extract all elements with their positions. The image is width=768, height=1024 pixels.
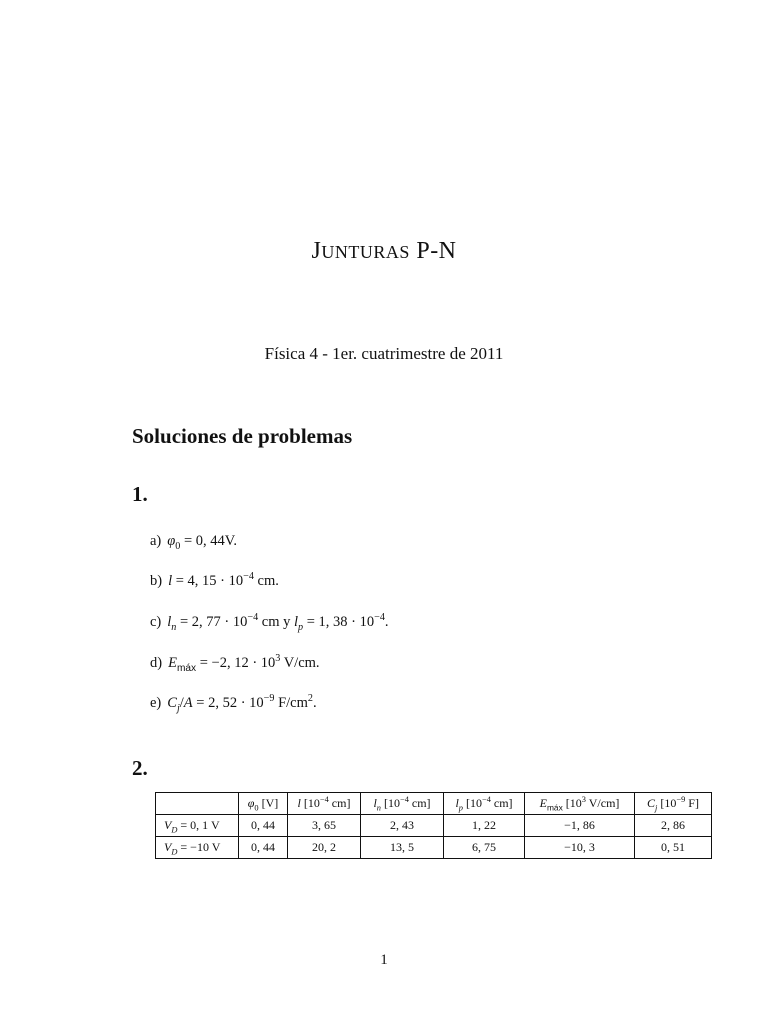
answer-label: b): [150, 573, 163, 589]
table-header-cell: $\varphi_0$ [V]: [239, 793, 288, 815]
problem-2-heading: 2.: [132, 756, 148, 780]
results-table: [155, 792, 712, 859]
section-heading-solutions: Soluciones de problemas: [132, 424, 353, 448]
table-cell: 6, 75: [444, 837, 525, 859]
page-number: 1: [380, 952, 388, 968]
document-subtitle: Física 4 - 1er. cuatrimestre de 2011: [264, 344, 504, 363]
answer-label: c): [150, 614, 162, 630]
table-row-label: $V_D = 0$, 1 V: [156, 815, 239, 837]
table-cell: 2, 86: [635, 815, 712, 837]
table-cell: 13, 5: [361, 837, 444, 859]
table-cell: 0, 44: [239, 837, 288, 859]
table-cell: −1, 86: [525, 815, 635, 837]
table-header-cell: [156, 793, 239, 815]
table-cell: 20, 2: [288, 837, 361, 859]
document-title: JUNTURAS P-N: [311, 238, 457, 264]
table-cell: 3, 65: [288, 815, 361, 837]
answer-1c: c) $l_n = 2$, $77 \cdot 10^{-4}$ cm y $l_p = 1$, $38 \cdot 10^{-4}$.: [150, 612, 389, 633]
table-header-cell: l [$10^{-4}$ cm]: [288, 793, 361, 815]
table-cell: 2, 43: [361, 815, 444, 837]
answer-1e: e) $C_j/A = 2$, $52 \cdot 10^{-9}$ $F/cm^2$.: [150, 693, 317, 714]
table-row-label: $V_D = -10$ V: [156, 837, 239, 859]
table-cell: −10, 3: [525, 837, 635, 859]
table-row: [156, 837, 712, 859]
table-cell: 0, 44: [239, 815, 288, 837]
answer-label: e): [150, 695, 162, 711]
answer-label: d): [150, 655, 163, 671]
table-header-cell: $l_p$ [$10^{-4}$ cm]: [444, 793, 525, 815]
table-header-cell: $l_n$ [$10^{-4}$ cm]: [361, 793, 444, 815]
table-row: [156, 815, 712, 837]
table-header-cell: $E_{máx}$ [$10^3$ V/cm]: [525, 793, 635, 815]
problem-1-heading: 1.: [132, 482, 148, 506]
answer-1d: d) $E_{máx} = -2$, $12 \cdot 10^3$ V/cm.: [150, 653, 320, 674]
table-cell: 0, 51: [635, 837, 712, 859]
table-header-cell: $C_j$ [$10^{-9}$ F]: [635, 793, 712, 815]
answer-label: a): [150, 533, 162, 549]
answer-1b: b) l = 4, $15 \cdot 10^{-4}$ cm.: [150, 571, 279, 589]
answer-1a: a) $\varphi_0 = 0$, 44V.: [150, 533, 238, 552]
table-header-row: [156, 793, 712, 815]
table-cell: 1, 22: [444, 815, 525, 837]
